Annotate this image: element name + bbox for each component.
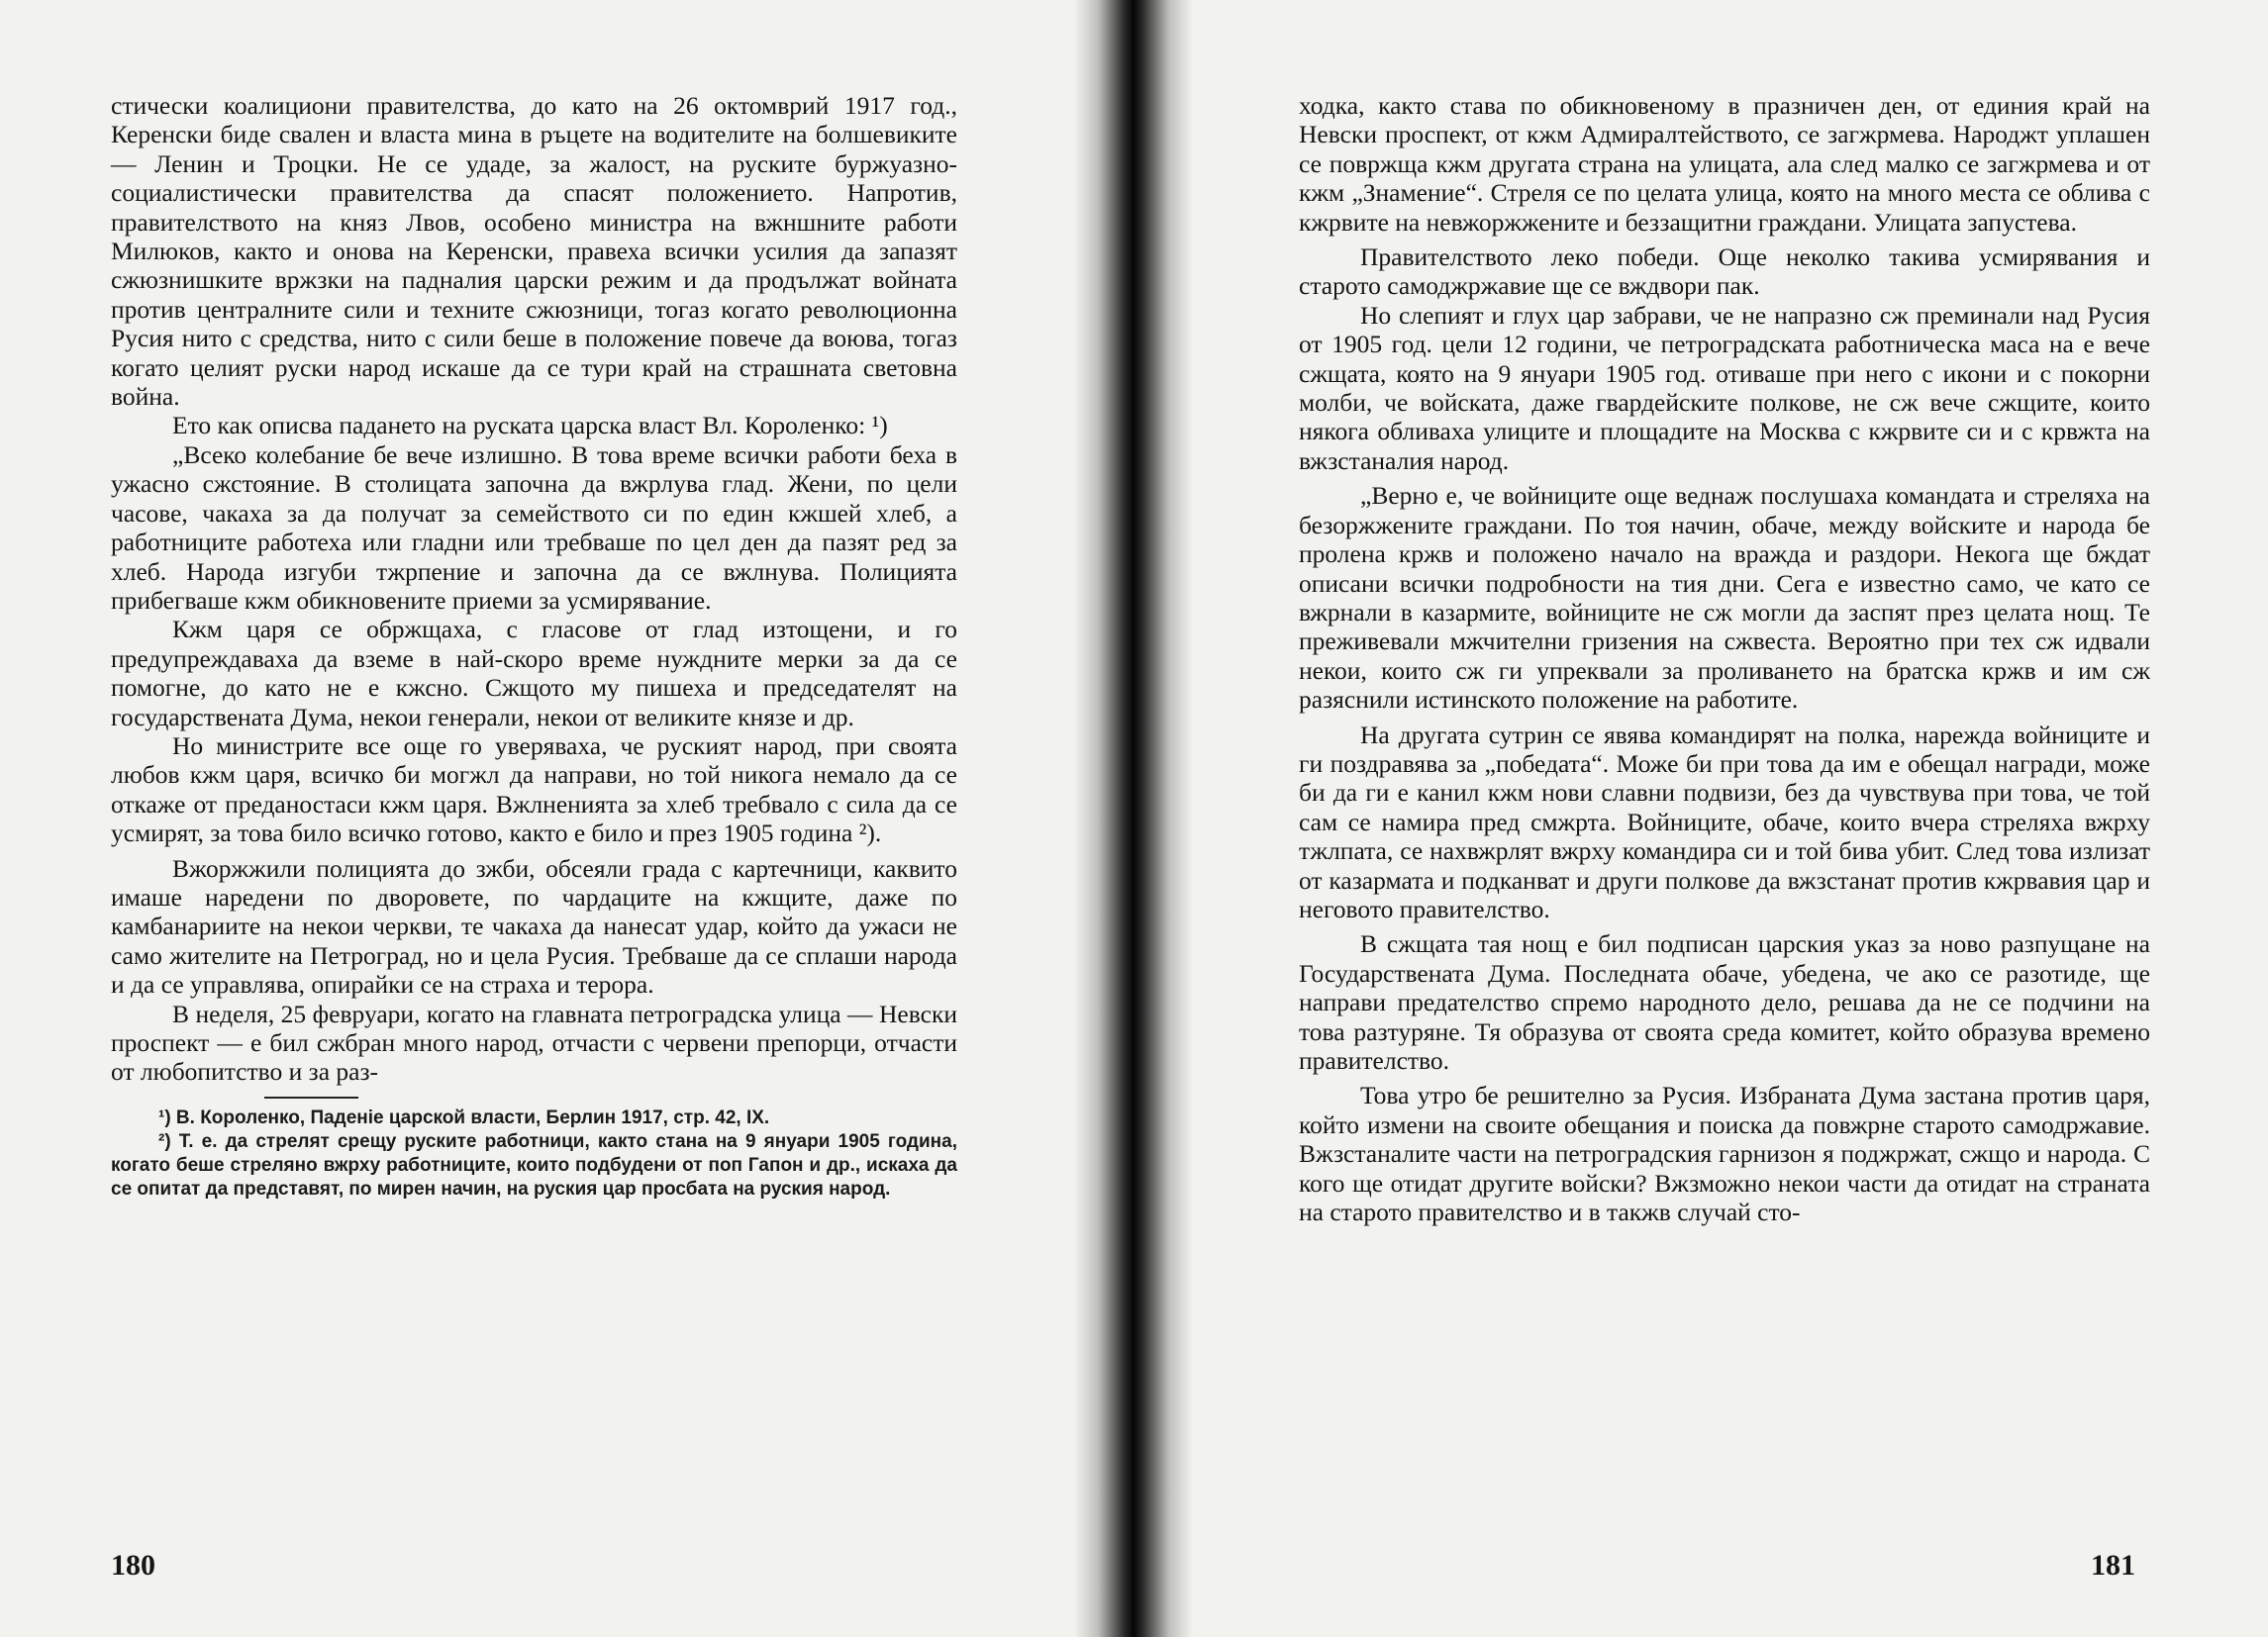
left-paragraph-2: Ето как описва падането на руската царска власт Вл. Короленко: ¹) bbox=[172, 411, 888, 440]
left-paragraph-3: „Всеко колебание бе вече излишно. В това време всички работи беха в ужасно сжстояние. В столицата започна да вжрлува глад. Жени, по цели часове, чакаха за да получат за семейството си по един кжшей хлеб, а работниците работеха или гладни или требваше по цел ден да пазят ред за хлеб. Народа изгуби тжрпение и започна да се вжлнува. Полицията прибегваше кжм обикновените приеми за усмирявание. bbox=[111, 439, 957, 615]
left-text-column bbox=[111, 91, 957, 1202]
footnote-1: ¹) В. Короленко, Паденіе царской власти, Берлин 1917, стр. 42, IX. bbox=[158, 1107, 770, 1128]
right-paragraph-5: На другата сутрин се явява командирят на полка, нарежда войниците и ги поздравява за „победата“. Може би при това да им е обещал награди, може би да ги е канил кжм нови славни подвизи, без да чувствува при това, че той сам се намира пред смжрта. Войниците, обаче, които вчера стреляха вжрху тжлпата, се нахвжрлят вжрху командира си и той бива убит. След това излизат от казармата и подканват и други полкове да вжзстанат против кжрвавия цар и неговото правителство. bbox=[1299, 720, 2150, 923]
left-paragraph-1: стически коалициони правителства, до като на 26 октомврий 1917 год., Керенски биде свален и власта мина в ръцете на водителите на болшевиките — Ленин и Троцки. Не се удаде, за жалост, на руските буржуазно-социалистически правителства да спасят положението. Напротив, правителството на княз Лвов, особено министра на вжншните работи Милюков, както и онова на Керенски, правеха всички усилия да запазят сжюзнишките вржзки на падналия царски режим и да продължат войната против централните сили и техните сжюзници, тогаз когато революционна Русия нито с средства, нито с сили беше в положение повече да воюва, тогаз когато целият руски народ искаше да се тури край на страшната световна война. bbox=[111, 91, 957, 412]
left-paragraph-7: В неделя, 25 февруари, когато на главната петроградска улица — Невски проспект — е бил сжбран много народ, отчасти с червени препорци, отчасти от любопитство и за раз- bbox=[111, 999, 957, 1087]
footnote-rule bbox=[264, 1097, 358, 1099]
right-page bbox=[1168, 0, 2268, 1637]
left-paragraph-6: Вжоржжили полицията до зжби, обсеяли града с картечници, каквито имаше наредени по дворовете, по чардаците на кжщите, даже по камбанариите на некои черкви, те чакаха да нанесат удар, който да ужаси не само жителите на Петроград, но и цела Русия. Требваше да се сплаши народа и да се управлява, опирайки се на страха и терора. bbox=[111, 853, 957, 1000]
footnote-2: ²) Т. е. да стрелят срещу руските работници, както стана на 9 януари 1905 година, когато беше стреляно вжрху работниците, които подбудени от поп Гапон и др., искаха да се опитат да представят, по мирен начин, на руския цар просбата на руския народ. bbox=[111, 1130, 957, 1200]
right-paragraph-6: В сжщата тая нощ е бил подписан царския указ за ново разпущане на Государствената Дума. Последната обаче, убедена, че ако се разотиде, ще направи предателство спремо народното дело, решава да не се подчини на това разтуряне. Тя образува от своята среда комитет, който образува времено правителство. bbox=[1299, 929, 2150, 1075]
right-paragraph-3: Но слепият и глух цар забрави, че не напразно сж преминали над Русия от 1905 год. цели 12 години, че петроградската работническа маса на е вече сжщата, която на 9 януари 1905 год. отиваше при него с икони и с покорни молби, че войската, даже гвардейските полкове, не сж вече сжщите, които някога обливаха улиците и площадите на Москва с кжрвите си и с крвжта на вжзстаналия народ. bbox=[1299, 300, 2150, 475]
right-text-column bbox=[1299, 91, 2150, 1226]
left-paragraph-5: Но министрите все още го уверяваха, че руският народ, при своята любов кжм царя, всичко би могжл да направи, но той никога немало да се откаже от преданостаси кжм царя. Вжлненията за хлеб требвало с сила да се усмирят, за това било всичко готово, както е било и през 1905 година ²). bbox=[111, 730, 957, 848]
right-paragraph-4: „Верно е, че войниците още веднаж послушаха командата и стреляха на безоржжените граждани. По тоя начин, обаче, между войските и народа бе пролена кржв и положено начало на вражда и раздори. Некога ще бждат описани всички подробности на тия дни. Сега е известно само, че като се вжрнали в казармите, войниците не сж могли да заспят през целата нощ. Те преживевали мжчителни гризения на сжвеста. Вероятно при тех сж идвали некои, които сж ги упреквали за проливането на братска кржв и им сж разяснили истинското положение на работите. bbox=[1299, 481, 2150, 715]
right-page-number: 181 bbox=[2091, 1549, 2135, 1582]
left-page-number: 180 bbox=[111, 1549, 155, 1582]
right-paragraph-7: Това утро бе решително за Русия. Избраната Дума застана против царя, който измени на своите обещания и поиска да повжрне старото самодржавие. Вжзстаналите части на петроградския гарнизон я поджржат, сжщо и народа. С кого ще отидат другите войски? Вжзможно некои части да отидат на страната на старото правителство и в такжв случай сто- bbox=[1299, 1081, 2150, 1227]
left-page bbox=[0, 0, 1099, 1637]
right-paragraph-2: Правителството леко победи. Още неколко такива усмирявания и старото самоджржавие ще се вждвори пак. bbox=[1299, 242, 2150, 301]
left-paragraph-4: Кжм царя се обржщаха, с гласове от глад изтощени, и го предупреждаваха да вземе в най-скоро време нуждните мерки за да се помогне, до като не е кжсно. Сжщото му пишеха и председателят на государствената Дума, некои генерали, некои от великите князе и др. bbox=[111, 615, 957, 731]
right-paragraph-1: ходка, както става по обикновеному в празничен ден, от единия край на Невски проспект, от кжм Адмиралтейството, се загжрмева. Народжт уплашен се повржща кжм другата страна на улицата, ала след малко се загжрмева и от кжм „Знамение“. Стреля се по целата улица, която на много места се облива с кжрвите на невжоржжените и беззащитни граждани. Улицата запустева. bbox=[1299, 91, 2150, 237]
